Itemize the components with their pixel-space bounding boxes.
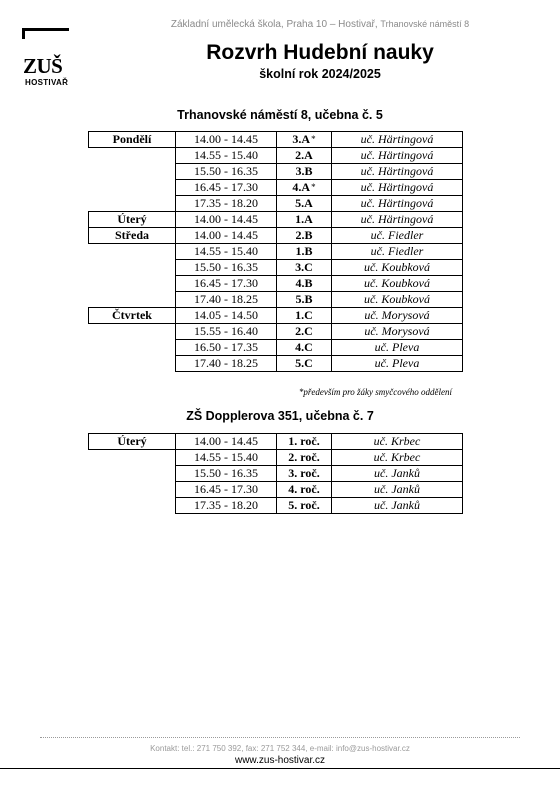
day-cell: Úterý bbox=[89, 212, 176, 228]
time-cell: 15.50 - 16.35 bbox=[176, 466, 277, 482]
footer-divider bbox=[40, 737, 520, 738]
class-label: 1.A bbox=[295, 212, 313, 226]
footnote-mark: * bbox=[311, 134, 316, 144]
teacher-cell: uč. Fiedler bbox=[332, 228, 463, 244]
teacher-cell: uč. Koubková bbox=[332, 276, 463, 292]
time-cell: 14.05 - 14.50 bbox=[176, 308, 277, 324]
table-row bbox=[89, 244, 463, 260]
class-label: 5.B bbox=[295, 292, 313, 306]
day-cell bbox=[89, 260, 176, 276]
day-cell bbox=[89, 244, 176, 260]
time-cell: 17.40 - 18.25 bbox=[176, 356, 277, 372]
table-row bbox=[89, 498, 463, 514]
schedule-table-trhanovske bbox=[88, 131, 463, 372]
teacher-cell: uč. Härtingová bbox=[332, 148, 463, 164]
teacher-cell: uč. Janků bbox=[332, 498, 463, 514]
section-title-dopplerova: ZŠ Dopplerova 351, učebna č. 7 bbox=[186, 409, 374, 423]
time-cell: 17.35 - 18.20 bbox=[176, 498, 277, 514]
teacher-cell: uč. Härtingová bbox=[332, 196, 463, 212]
teacher-cell: uč. Koubková bbox=[332, 292, 463, 308]
teacher-cell: uč. Härtingová bbox=[332, 164, 463, 180]
day-cell bbox=[89, 324, 176, 340]
day-cell: Čtvrtek bbox=[89, 308, 176, 324]
table-row bbox=[89, 148, 463, 164]
table-row bbox=[89, 260, 463, 276]
website-link[interactable]: www.zus-hostivar.cz bbox=[234, 755, 326, 766]
time-cell: 14.00 - 14.45 bbox=[176, 434, 277, 450]
table-row bbox=[89, 196, 463, 212]
table-row bbox=[89, 356, 463, 372]
footnote: *především pro žáky smyčcového oddělení bbox=[298, 387, 452, 397]
teacher-cell: uč. Janků bbox=[332, 482, 463, 498]
time-cell: 17.40 - 18.25 bbox=[176, 292, 277, 308]
class-cell bbox=[277, 482, 332, 498]
day-cell bbox=[89, 482, 176, 498]
day-cell bbox=[89, 180, 176, 196]
teacher-cell: uč. Härtingová bbox=[332, 212, 463, 228]
school-logo bbox=[22, 28, 86, 90]
class-cell bbox=[277, 132, 332, 148]
class-cell bbox=[277, 164, 332, 180]
schedule-table-dopplerova bbox=[88, 433, 463, 514]
class-cell bbox=[277, 308, 332, 324]
table-row bbox=[89, 308, 463, 324]
table-row bbox=[89, 292, 463, 308]
table-row bbox=[89, 340, 463, 356]
class-label: 3.C bbox=[295, 260, 313, 274]
time-cell: 16.45 - 17.30 bbox=[176, 276, 277, 292]
logo-bracket bbox=[22, 28, 69, 39]
school-name: Základní umělecká škola, Praha 10 – Hostivař, bbox=[170, 19, 378, 30]
day-cell: Úterý bbox=[89, 434, 176, 450]
table-row bbox=[89, 434, 463, 450]
school-year: školní rok 2024/2025 bbox=[259, 67, 381, 81]
time-cell: 16.45 - 17.30 bbox=[176, 180, 277, 196]
table-row bbox=[89, 212, 463, 228]
teacher-cell: uč. Fiedler bbox=[332, 244, 463, 260]
logo-subtitle: HOSTIVAŘ bbox=[25, 78, 69, 87]
table-row bbox=[89, 450, 463, 466]
day-cell bbox=[89, 356, 176, 372]
class-cell bbox=[277, 292, 332, 308]
class-cell bbox=[277, 324, 332, 340]
class-label: 2.C bbox=[295, 324, 313, 338]
teacher-cell: uč. Pleva bbox=[332, 340, 463, 356]
teacher-cell: uč. Pleva bbox=[332, 356, 463, 372]
teacher-cell: uč. Morysová bbox=[332, 324, 463, 340]
class-label: 5.C bbox=[295, 356, 313, 370]
class-label: 3.B bbox=[295, 164, 313, 178]
class-cell bbox=[277, 450, 332, 466]
day-cell bbox=[89, 148, 176, 164]
time-cell: 16.45 - 17.30 bbox=[176, 482, 277, 498]
day-cell bbox=[89, 340, 176, 356]
class-label: 3.A bbox=[292, 132, 311, 146]
class-label: 4.B bbox=[295, 276, 313, 290]
document-title: Rozvrh Hudební nauky bbox=[206, 41, 434, 64]
class-cell bbox=[277, 212, 332, 228]
class-cell bbox=[277, 356, 332, 372]
class-cell bbox=[277, 466, 332, 482]
day-cell bbox=[89, 292, 176, 308]
class-cell bbox=[277, 340, 332, 356]
teacher-cell: uč. Härtingová bbox=[332, 180, 463, 196]
class-label: 3. roč. bbox=[288, 466, 320, 480]
class-label: 1.C bbox=[295, 308, 313, 322]
table-row bbox=[89, 180, 463, 196]
table-row bbox=[89, 466, 463, 482]
teacher-cell: uč. Morysová bbox=[332, 308, 463, 324]
table-row bbox=[89, 164, 463, 180]
class-label: 2.B bbox=[295, 228, 313, 242]
class-cell bbox=[277, 498, 332, 514]
time-cell: 17.35 - 18.20 bbox=[176, 196, 277, 212]
day-cell: Pondělí bbox=[89, 132, 176, 148]
day-cell bbox=[89, 450, 176, 466]
time-cell: 14.00 - 14.45 bbox=[176, 132, 277, 148]
class-label: 4.A bbox=[292, 180, 311, 194]
table-row bbox=[89, 482, 463, 498]
class-cell bbox=[277, 276, 332, 292]
class-label: 1. roč. bbox=[288, 434, 320, 448]
section-title-trhanovske: Trhanovské náměstí 8, učebna č. 5 bbox=[177, 108, 383, 122]
class-cell bbox=[277, 260, 332, 276]
bottom-divider bbox=[0, 768, 560, 769]
time-cell: 16.50 - 17.35 bbox=[176, 340, 277, 356]
day-cell bbox=[89, 466, 176, 482]
time-cell: 14.55 - 15.40 bbox=[176, 148, 277, 164]
time-cell: 14.55 - 15.40 bbox=[176, 450, 277, 466]
time-cell: 15.55 - 16.40 bbox=[176, 324, 277, 340]
class-cell bbox=[277, 196, 332, 212]
class-cell bbox=[277, 148, 332, 164]
day-cell: Středa bbox=[89, 228, 176, 244]
contact-line: Kontakt: tel.: 271 750 392, fax: 271 752 344, e-mail: info@zus-hostivar.cz bbox=[150, 744, 410, 753]
time-cell: 14.55 - 15.40 bbox=[176, 244, 277, 260]
logo-text: ZUŠ bbox=[23, 54, 63, 78]
school-street: Trhanovské náměstí 8 bbox=[380, 19, 470, 29]
class-label: 5. roč. bbox=[288, 498, 320, 512]
table-row bbox=[89, 132, 463, 148]
class-label: 4.C bbox=[295, 340, 313, 354]
day-cell bbox=[89, 498, 176, 514]
footnote-mark: * bbox=[311, 182, 316, 192]
class-cell bbox=[277, 434, 332, 450]
class-label: 2.A bbox=[295, 148, 313, 162]
class-label: 1.B bbox=[295, 244, 313, 258]
time-cell: 15.50 - 16.35 bbox=[176, 164, 277, 180]
teacher-cell: uč. Härtingová bbox=[332, 132, 463, 148]
time-cell: 15.50 - 16.35 bbox=[176, 260, 277, 276]
class-cell bbox=[277, 244, 332, 260]
table-row bbox=[89, 228, 463, 244]
school-address bbox=[100, 19, 540, 30]
class-label: 2. roč. bbox=[288, 450, 320, 464]
teacher-cell: uč. Krbec bbox=[332, 434, 463, 450]
day-cell bbox=[89, 164, 176, 180]
class-label: 5.A bbox=[295, 196, 313, 210]
table-row bbox=[89, 324, 463, 340]
time-cell: 14.00 - 14.45 bbox=[176, 212, 277, 228]
class-cell bbox=[277, 228, 332, 244]
class-cell bbox=[277, 180, 332, 196]
teacher-cell: uč. Koubková bbox=[332, 260, 463, 276]
day-cell bbox=[89, 276, 176, 292]
table-row bbox=[89, 276, 463, 292]
time-cell: 14.00 - 14.45 bbox=[176, 228, 277, 244]
day-cell bbox=[89, 196, 176, 212]
teacher-cell: uč. Janků bbox=[332, 466, 463, 482]
class-label: 4. roč. bbox=[288, 482, 320, 496]
teacher-cell: uč. Krbec bbox=[332, 450, 463, 466]
